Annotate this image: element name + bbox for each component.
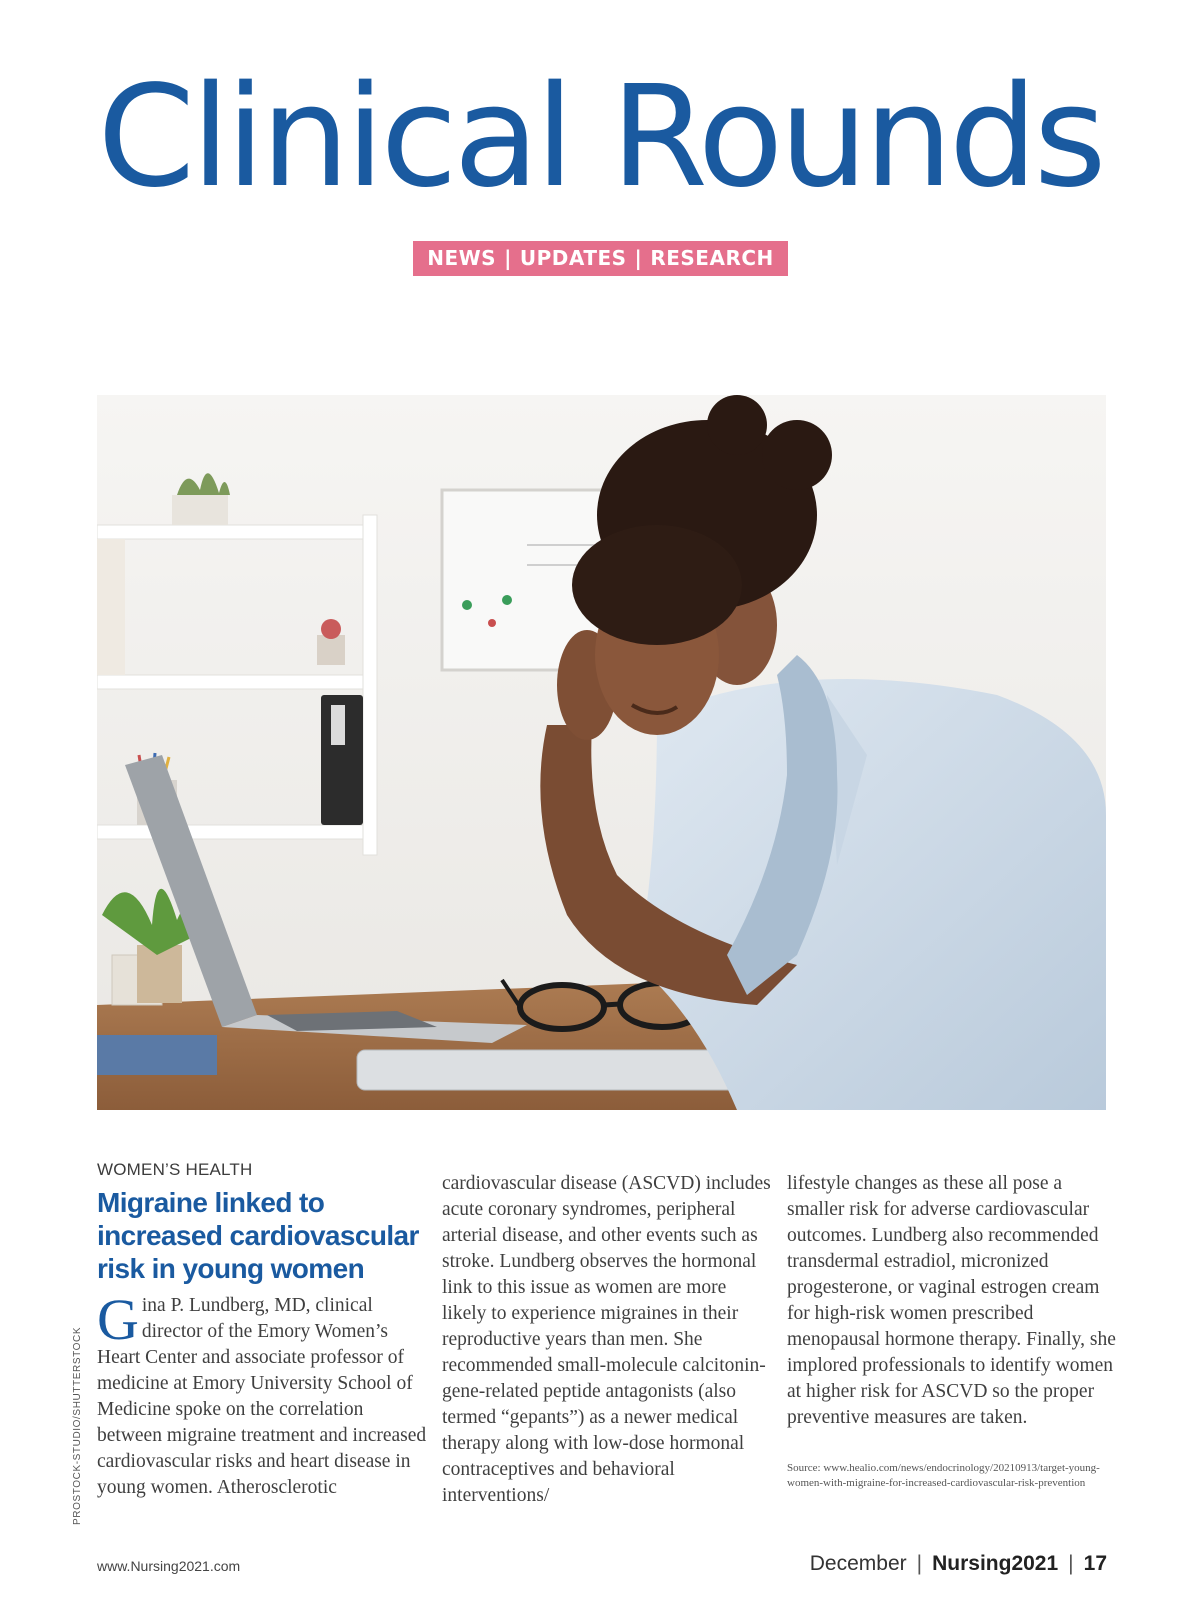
tag-news: NEWS	[427, 246, 497, 270]
footer-month: December	[809, 1552, 907, 1575]
article-photo	[97, 395, 1106, 1110]
section-label: WOMEN’S HEALTH	[97, 1160, 253, 1179]
footer-folio	[810, 1552, 1107, 1576]
article-body-col1	[97, 1287, 427, 1501]
source-citation: Source: www.healio.com/news/endocrinology/20210913/target-young-women-with-migraine-for-increased-cardiovascular-risk-prevention	[787, 1462, 1100, 1489]
masthead-title: Clinical Rounds	[97, 56, 1103, 219]
page-number: 17	[1083, 1552, 1107, 1575]
drop-cap: G	[97, 1287, 139, 1352]
article-column-2	[442, 1171, 772, 1509]
footer-magazine: Nursing2021	[932, 1552, 1059, 1575]
article-headline: Migraine linked to increased cardiovascular risk in young women	[97, 1187, 419, 1284]
tag-updates: UPDATES	[519, 246, 627, 270]
section-tag-bar	[413, 241, 788, 276]
footer-separator: |	[1068, 1552, 1074, 1575]
tag-separator: |	[634, 246, 643, 270]
footer-url: www.Nursing2021.com	[97, 1558, 241, 1574]
tag-research: RESEARCH	[650, 246, 774, 270]
article-column-3	[787, 1171, 1117, 1491]
body-text: ina P. Lundberg, MD, clinical director of the Emory Women’s Heart Center and associate professor of medicine at Emory University School of Medicine spoke on the correlation between migraine treatment and increased cardiovascular risks and heart disease in young women. Atherosclerotic	[97, 1295, 427, 1498]
photo-illustration	[97, 395, 1106, 1110]
tag-separator: |	[504, 246, 512, 270]
article-column-1	[97, 1160, 427, 1501]
photo-credit: PROSTOCK-STUDIO/SHUTTERSTOCK	[72, 1326, 83, 1525]
article-body-col2: cardiovascular disease (ASCVD) includes acute coronary syndromes, peripheral arterial disease, and other events such as stroke. Lundberg observes the hormonal link to this issue as women are more likely to experience migraines in their reproductive years than men. She recommended small-molecule calcitonin-gene-related peptide antagonists (also termed “gepants”) as a newer medical therapy along with low-dose hormonal contraceptives and behavioral interventions/	[442, 1173, 771, 1506]
footer-separator: |	[916, 1552, 923, 1575]
article-body-col3: lifestyle changes as these all pose a smaller risk for adverse cardiovascular outcomes. Lundberg also recommended transdermal estradiol, micronized progesterone, or vaginal estrogen cream for high-risk women prescribed menopausal hormone therapy. Finally, she implored professionals to identify women at higher risk for ASCVD so the proper preventive measures are taken.	[787, 1173, 1116, 1428]
